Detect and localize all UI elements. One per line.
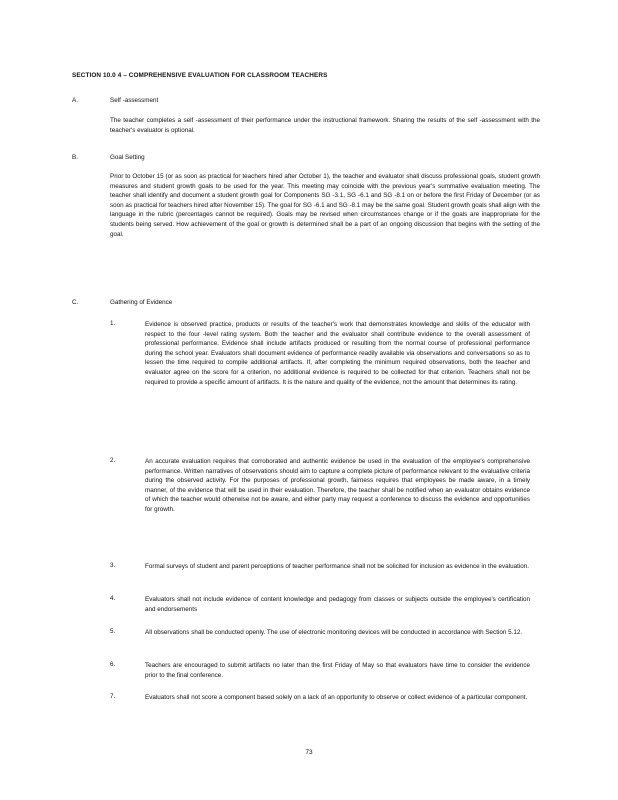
evidence-item-text: Evaluators shall not score a component based solely on a lack of an opportunity to observe or collect evidence of a particular component. xyxy=(145,694,528,701)
evidence-item-number: 4. xyxy=(110,595,116,602)
evidence-item-text: An accurate evaluation requires that corroborated and authentic evidence be used in the evaluation of the employee's comprehensive performance. Written narratives of observations should aim to capture a complete picture of performance relevant to the evaluative criteria during the observed activity. For the purposes of professional growth, fairness requires that employees be made aware, in a timely manner, of the evidence that will be used in their evaluation. Therefore, the teacher shall be notified when an evaluator obtains evidence of which the teacher would otherwise not be aware, and either party may request a conference to discuss the evidence and opportunities for growth. xyxy=(145,458,530,513)
section-c-title: Gathering of Evidence xyxy=(110,299,173,306)
evidence-item-text: Evaluators shall not include evidence of content knowledge and pedagogy from classes or subjects outside the employee's certification and endorsements xyxy=(145,596,530,613)
section-b-label: B. xyxy=(72,154,78,161)
section-a-title: Self -assessment xyxy=(110,97,159,104)
section-heading: SECTION 10.0 4 – COMPREHENSIVE EVALUATION FOR CLASSROOM TEACHERS xyxy=(72,72,328,79)
section-c-label: C. xyxy=(72,299,79,306)
section-b-title: Goal Setting xyxy=(110,154,145,161)
evidence-item-text: Evidence is observed practice, products or results of the teacher's work that demonstrates knowledge and skills of the educator with respect to the four -level rating system. Both the teacher and the evaluator shall contribute evidence to the overall assessment of professional performance. Evidence shall include artifacts produced or resulting from the normal course of professional performance during the school year. Evaluators shall document evidence of performance readily available via observations and conversations so as to lessen the time required to compile additional artifacts. If, after completing the minimum required observations, both the teacher and evaluator agree on the score for a criterion, no additional evidence is required to be collected for that criterion. Teachers shall not be required to provide a specific amount of artifacts. It is the nature and quality of the evidence, not the amount that determines its rating. xyxy=(145,321,530,386)
section-a-body: The teacher completes a self -assessment of their performance under the instructional framework. Sharing the results of the self -assessment with the teacher's evaluator is optional. xyxy=(110,117,540,134)
evidence-item-number: 1. xyxy=(110,320,116,327)
evidence-item-text: All observations shall be conducted openly. The use of electronic monitoring devices will be conducted in accordance with Section 5.12. xyxy=(145,629,523,636)
evidence-item-number: 5. xyxy=(110,628,116,635)
evidence-item-text: Formal surveys of student and parent perceptions of teacher performance shall not be solicited for inclusion as evidence in the evaluation. xyxy=(145,563,529,570)
section-a-label: A. xyxy=(72,97,78,104)
evidence-item-number: 2. xyxy=(110,457,116,464)
evidence-item-text: Teachers are encouraged to submit artifacts no later than the first Friday of May so that evaluators have time to consider the evidence prior to the final conference. xyxy=(145,662,530,679)
section-b-body: Prior to October 15 (or as soon as practical for teachers hired after October 1), the teacher and evaluator shall discuss professional goals, student growth measures and student growth goals to be used for the year. This meeting may coincide with the previous year's summative evaluation meeting. The teacher shall identify and document a student growth goal for Components SG -3.1, SG -6.1 and SG -8.1 on or before the first Friday of December (or as soon as practical for teachers hired after November 15). The goal for SG -6.1 and SG -8.1 may be the same goal. Student growth goals shall align with the language in the rubric (percentages cannot be required). Goals may be revised when circumstances change or if the goals are inappropriate for the students being served. How achievement of the goal or growth is determined shall be a part of an ongoing discussion that begins with the setting of the goal. xyxy=(110,173,540,238)
page-number: 73 xyxy=(305,749,313,756)
evidence-item-number: 3. xyxy=(110,562,116,569)
evidence-item-number: 7. xyxy=(110,693,116,700)
evidence-item-number: 6. xyxy=(110,661,116,668)
